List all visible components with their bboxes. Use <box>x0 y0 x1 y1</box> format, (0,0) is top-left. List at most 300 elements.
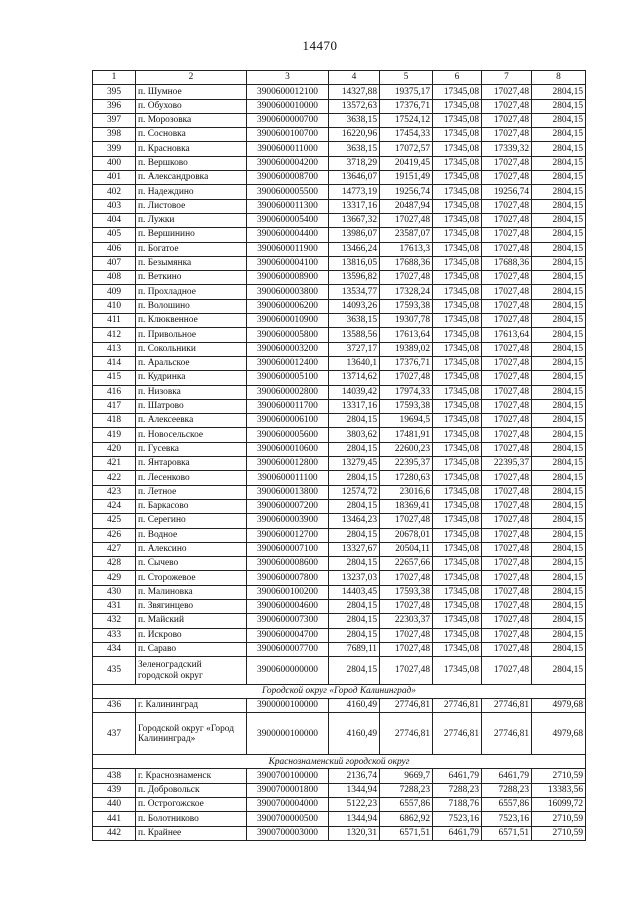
cell-name: п. Морозовка <box>136 113 247 127</box>
cell-name: п. Сторожевое <box>136 571 247 585</box>
cell-c5: 22657,66 <box>380 557 433 571</box>
cell-name: п. Новосельское <box>136 428 247 442</box>
cell-c8: 2804,15 <box>532 485 586 499</box>
cell-c4: 2804,15 <box>329 414 380 428</box>
cell-name: п. Шумное <box>136 85 247 99</box>
cell-code: 3900600005800 <box>247 328 329 342</box>
cell-name: п. Баркасово <box>136 499 247 513</box>
cell-c4: 14093,26 <box>329 299 380 313</box>
cell-c5: 17593,38 <box>380 299 433 313</box>
cell-c4: 2804,15 <box>329 557 380 571</box>
cell-name: п. Привольное <box>136 328 247 342</box>
cell-c5: 17376,71 <box>380 99 433 113</box>
header-cell: 6 <box>433 71 482 85</box>
cell-c8: 2804,15 <box>532 314 586 328</box>
cell-c7: 17027,48 <box>482 542 532 556</box>
page-number: 14470 <box>302 38 338 53</box>
cell-c5: 20419,45 <box>380 156 433 170</box>
cell-code: 3900700100000 <box>247 769 329 783</box>
cell-code: 3900600004400 <box>247 228 329 242</box>
cell-c4: 7689,11 <box>329 642 380 656</box>
table-row <box>93 557 586 571</box>
table-row <box>93 428 586 442</box>
table-header-row <box>93 71 586 85</box>
table-row <box>93 769 586 783</box>
cell-c8: 13383,56 <box>532 783 586 797</box>
cell-c5: 17027,48 <box>380 599 433 613</box>
cell-c8: 2804,15 <box>532 614 586 628</box>
cell-name: п. Сосновка <box>136 128 247 142</box>
cell-c4: 13572,63 <box>329 99 380 113</box>
table-row <box>93 499 586 513</box>
cell-c7: 17027,48 <box>482 99 532 113</box>
cell-n: 399 <box>93 142 136 156</box>
cell-c6: 17345,08 <box>433 385 482 399</box>
cell-c5: 23016,6 <box>380 485 433 499</box>
cell-c8: 2804,15 <box>532 99 586 113</box>
cell-name: г. Калининград <box>136 699 247 713</box>
table-row <box>93 442 586 456</box>
cell-c7: 17027,48 <box>482 113 532 127</box>
cell-c6: 7523,16 <box>433 812 482 826</box>
cell-c5: 17027,48 <box>380 628 433 642</box>
cell-c4: 4160,49 <box>329 699 380 713</box>
cell-n: 395 <box>93 85 136 99</box>
table-row <box>93 185 586 199</box>
cell-c7: 17613,64 <box>482 328 532 342</box>
cell-c7: 17027,48 <box>482 628 532 642</box>
cell-code: 3900600008600 <box>247 557 329 571</box>
cell-n: 398 <box>93 128 136 142</box>
cell-c6: 17345,08 <box>433 485 482 499</box>
cell-c7: 17027,48 <box>482 199 532 213</box>
cell-c7: 17027,48 <box>482 557 532 571</box>
cell-c4: 13317,16 <box>329 199 380 213</box>
table-row <box>93 356 586 370</box>
header-cell: 8 <box>532 71 586 85</box>
cell-n: 434 <box>93 642 136 656</box>
cell-code: 3900600005400 <box>247 213 329 227</box>
cell-code: 3900600012800 <box>247 457 329 471</box>
cell-c7: 17027,48 <box>482 285 532 299</box>
cell-name: п. Лужки <box>136 213 247 227</box>
cell-c4: 1344,94 <box>329 783 380 797</box>
cell-c6: 17345,08 <box>433 171 482 185</box>
cell-c7: 17027,48 <box>482 428 532 442</box>
cell-c6: 7288,23 <box>433 783 482 797</box>
cell-c6: 17345,08 <box>433 614 482 628</box>
cell-code: 3900600011300 <box>247 199 329 213</box>
cell-code: 3900600004600 <box>247 599 329 613</box>
cell-code: 3900600007700 <box>247 642 329 656</box>
cell-code: 3900600007300 <box>247 614 329 628</box>
cell-c7: 17027,48 <box>482 614 532 628</box>
cell-code: 3900000100000 <box>247 713 329 755</box>
cell-c4: 13714,62 <box>329 371 380 385</box>
cell-c4: 3803,62 <box>329 428 380 442</box>
cell-c8: 4979,68 <box>532 699 586 713</box>
table-row <box>93 85 586 99</box>
cell-c7: 7288,23 <box>482 783 532 797</box>
cell-c6: 17345,08 <box>433 242 482 256</box>
cell-c7: 22395,37 <box>482 457 532 471</box>
cell-c4: 3638,15 <box>329 113 380 127</box>
cell-c5: 17613,3 <box>380 242 433 256</box>
cell-c6: 17345,08 <box>433 514 482 528</box>
cell-c5: 17481,91 <box>380 428 433 442</box>
cell-name: п. Обухово <box>136 99 247 113</box>
cell-c4: 1344,94 <box>329 812 380 826</box>
cell-name: п. Гусевка <box>136 442 247 456</box>
cell-name: п. Алексеевка <box>136 414 247 428</box>
cell-name: п. Сокольники <box>136 342 247 356</box>
cell-code: 3900700004000 <box>247 798 329 812</box>
cell-c7: 17027,48 <box>482 171 532 185</box>
cell-n: 404 <box>93 213 136 227</box>
cell-name: п. Веткино <box>136 271 247 285</box>
cell-c8: 2804,15 <box>532 213 586 227</box>
cell-c8: 2804,15 <box>532 328 586 342</box>
cell-code: 3900600003200 <box>247 342 329 356</box>
cell-code: 3900600008700 <box>247 171 329 185</box>
cell-c5: 6862,92 <box>380 812 433 826</box>
cell-n: 441 <box>93 812 136 826</box>
cell-n: 431 <box>93 599 136 613</box>
cell-n: 409 <box>93 285 136 299</box>
cell-c5: 6571,51 <box>380 826 433 840</box>
cell-name: п. Малиновка <box>136 585 247 599</box>
table-row <box>93 199 586 213</box>
cell-c6: 27746,81 <box>433 699 482 713</box>
cell-c8: 2804,15 <box>532 514 586 528</box>
cell-c4: 14039,42 <box>329 385 380 399</box>
cell-n: 402 <box>93 185 136 199</box>
table-row <box>93 385 586 399</box>
cell-c4: 2804,15 <box>329 528 380 542</box>
table-row <box>93 713 586 755</box>
cell-name: п. Александровка <box>136 171 247 185</box>
header-cell: 4 <box>329 71 380 85</box>
cell-c6: 17345,08 <box>433 342 482 356</box>
cell-c5: 19256,74 <box>380 185 433 199</box>
cell-code: 3900000100000 <box>247 699 329 713</box>
cell-c4: 2804,15 <box>329 442 380 456</box>
cell-c7: 17027,48 <box>482 85 532 99</box>
cell-name: п. Волошино <box>136 299 247 313</box>
cell-c8: 2804,15 <box>532 571 586 585</box>
cell-n: 426 <box>93 528 136 542</box>
cell-c8: 2804,15 <box>532 271 586 285</box>
cell-name: п. Вершково <box>136 156 247 170</box>
cell-name: п. Сарaво <box>136 642 247 656</box>
cell-name: п. Надеждино <box>136 185 247 199</box>
cell-c5: 17974,33 <box>380 385 433 399</box>
cell-c5: 17593,38 <box>380 585 433 599</box>
cell-c5: 17613,64 <box>380 328 433 342</box>
cell-code: 3900600007200 <box>247 499 329 513</box>
table-row <box>93 571 586 585</box>
cell-c6: 17345,08 <box>433 657 482 685</box>
cell-n: 436 <box>93 699 136 713</box>
cell-code: 3900600012100 <box>247 85 329 99</box>
cell-n: 413 <box>93 342 136 356</box>
cell-name: п. Клюквенное <box>136 314 247 328</box>
cell-c8: 2804,15 <box>532 457 586 471</box>
cell-c7: 27746,81 <box>482 699 532 713</box>
cell-c7: 17027,48 <box>482 342 532 356</box>
cell-c8: 2804,15 <box>532 414 586 428</box>
table-row <box>93 171 586 185</box>
cell-n: 411 <box>93 314 136 328</box>
cell-c7: 17027,48 <box>482 442 532 456</box>
table-row <box>93 628 586 642</box>
cell-c4: 2804,15 <box>329 471 380 485</box>
cell-c7: 6557,86 <box>482 798 532 812</box>
cell-c5: 22303,37 <box>380 614 433 628</box>
table-row <box>93 812 586 826</box>
cell-c5: 22600,23 <box>380 442 433 456</box>
cell-n: 432 <box>93 614 136 628</box>
header-cell: 5 <box>380 71 433 85</box>
cell-c7: 17688,36 <box>482 256 532 270</box>
cell-c7: 17027,48 <box>482 599 532 613</box>
cell-c5: 17688,36 <box>380 256 433 270</box>
cell-c8: 2804,15 <box>532 156 586 170</box>
cell-c7: 17027,48 <box>482 228 532 242</box>
cell-c8: 2710,59 <box>532 826 586 840</box>
cell-c8: 2804,15 <box>532 171 586 185</box>
cell-c8: 2804,15 <box>532 85 586 99</box>
cell-c8: 2804,15 <box>532 142 586 156</box>
cell-n: 423 <box>93 485 136 499</box>
cell-c5: 6557,86 <box>380 798 433 812</box>
cell-code: 3900600010600 <box>247 442 329 456</box>
cell-c7: 17027,48 <box>482 371 532 385</box>
table-row <box>93 213 586 227</box>
cell-code: 3900600007100 <box>247 542 329 556</box>
cell-c7: 17027,48 <box>482 299 532 313</box>
section-row <box>93 755 586 769</box>
cell-c7: 17027,48 <box>482 571 532 585</box>
cell-c6: 17345,08 <box>433 356 482 370</box>
cell-c7: 19256,74 <box>482 185 532 199</box>
cell-c7: 17027,48 <box>482 242 532 256</box>
cell-c4: 13667,32 <box>329 213 380 227</box>
cell-code: 3900600005500 <box>247 185 329 199</box>
cell-c5: 17027,48 <box>380 271 433 285</box>
cell-c4: 13816,05 <box>329 256 380 270</box>
cell-c6: 17345,08 <box>433 85 482 99</box>
cell-c8: 2710,59 <box>532 812 586 826</box>
cell-c7: 17027,48 <box>482 156 532 170</box>
cell-c8: 2804,15 <box>532 442 586 456</box>
cell-c6: 17345,08 <box>433 642 482 656</box>
cell-n: 416 <box>93 385 136 399</box>
cell-n: 439 <box>93 783 136 797</box>
cell-c7: 6461,79 <box>482 769 532 783</box>
cell-c5: 22395,37 <box>380 457 433 471</box>
cell-c8: 2804,15 <box>532 113 586 127</box>
cell-code: 3900600011100 <box>247 471 329 485</box>
table-row <box>93 299 586 313</box>
cell-c4: 13986,07 <box>329 228 380 242</box>
cell-c5: 17376,71 <box>380 356 433 370</box>
cell-c4: 2804,15 <box>329 499 380 513</box>
cell-name: п. Звягинцево <box>136 599 247 613</box>
cell-c8: 2710,59 <box>532 769 586 783</box>
cell-c8: 2804,15 <box>532 542 586 556</box>
table-row <box>93 128 586 142</box>
section-title-kaliningrad: Городской округ «Город Калининград» <box>93 685 586 699</box>
cell-n: 410 <box>93 299 136 313</box>
cell-c8: 2804,15 <box>532 585 586 599</box>
cell-name: п. Болотниково <box>136 812 247 826</box>
cell-code: 3900600012700 <box>247 528 329 542</box>
cell-c6: 17345,08 <box>433 628 482 642</box>
cell-name: п. Кудринка <box>136 371 247 385</box>
cell-c5: 17027,48 <box>380 371 433 385</box>
cell-code: 3900600004200 <box>247 156 329 170</box>
cell-c6: 17345,08 <box>433 528 482 542</box>
cell-c6: 17345,08 <box>433 585 482 599</box>
cell-name: п. Прохладное <box>136 285 247 299</box>
cell-n: 396 <box>93 99 136 113</box>
cell-name: п. Богатое <box>136 242 247 256</box>
cell-c5: 17027,48 <box>380 514 433 528</box>
cell-c6: 6461,79 <box>433 826 482 840</box>
cell-c8: 2804,15 <box>532 356 586 370</box>
cell-code: 3900600012400 <box>247 356 329 370</box>
cell-c8: 2804,15 <box>532 628 586 642</box>
cell-c4: 4160,49 <box>329 713 380 755</box>
cell-c8: 2804,15 <box>532 128 586 142</box>
cell-n: 397 <box>93 113 136 127</box>
cell-c5: 17027,48 <box>380 571 433 585</box>
cell-c8: 2804,15 <box>532 342 586 356</box>
cell-c8: 2804,15 <box>532 642 586 656</box>
cell-code: 3900600011900 <box>247 242 329 256</box>
cell-name: п. Летное <box>136 485 247 499</box>
cell-c8: 2804,15 <box>532 228 586 242</box>
cell-c7: 17027,48 <box>482 485 532 499</box>
table-row <box>93 542 586 556</box>
cell-c6: 17345,08 <box>433 371 482 385</box>
cell-c6: 17345,08 <box>433 128 482 142</box>
cell-n: 422 <box>93 471 136 485</box>
cell-code: 3900600005100 <box>247 371 329 385</box>
cell-c4: 3718,29 <box>329 156 380 170</box>
cell-c7: 17027,48 <box>482 128 532 142</box>
cell-c5: 17328,24 <box>380 285 433 299</box>
cell-c5: 19375,17 <box>380 85 433 99</box>
table-row <box>93 371 586 385</box>
cell-c5: 7288,23 <box>380 783 433 797</box>
cell-c4: 13534,77 <box>329 285 380 299</box>
cell-c6: 17345,08 <box>433 499 482 513</box>
cell-code: 3900600006100 <box>247 414 329 428</box>
cell-c6: 17345,08 <box>433 442 482 456</box>
cell-n: 403 <box>93 199 136 213</box>
cell-n: 415 <box>93 371 136 385</box>
cell-n: 400 <box>93 156 136 170</box>
cell-c4: 13588,56 <box>329 328 380 342</box>
table-row <box>93 414 586 428</box>
cell-c8: 2804,15 <box>532 242 586 256</box>
cell-n: 438 <box>93 769 136 783</box>
cell-c4: 3638,15 <box>329 314 380 328</box>
cell-c4: 13237,03 <box>329 571 380 585</box>
cell-c6: 17345,08 <box>433 328 482 342</box>
table-row <box>93 228 586 242</box>
cell-c5: 17027,48 <box>380 657 433 685</box>
cell-code: 3900600003800 <box>247 285 329 299</box>
cell-c5: 20504,11 <box>380 542 433 556</box>
cell-code: 3900600100700 <box>247 128 329 142</box>
cell-n: 420 <box>93 442 136 456</box>
table-row <box>93 113 586 127</box>
cell-code: 3900600004100 <box>247 256 329 270</box>
cell-c5: 20678,01 <box>380 528 433 542</box>
cell-name: п. Шатрово <box>136 399 247 413</box>
cell-c8: 2804,15 <box>532 471 586 485</box>
table-row <box>93 242 586 256</box>
cell-name: г. Краснознаменск <box>136 769 247 783</box>
cell-c8: 2804,15 <box>532 299 586 313</box>
section-title-krasnoznamensk: Краснознаменский городской округ <box>93 755 586 769</box>
cell-c5: 17593,38 <box>380 399 433 413</box>
cell-c8: 2804,15 <box>532 599 586 613</box>
table-row <box>93 99 586 113</box>
cell-n: 418 <box>93 414 136 428</box>
cell-c6: 17345,08 <box>433 228 482 242</box>
cell-c4: 12574,72 <box>329 485 380 499</box>
cell-c7: 17027,48 <box>482 314 532 328</box>
cell-c7: 27746,81 <box>482 713 532 755</box>
cell-c6: 17345,08 <box>433 414 482 428</box>
cell-c5: 19694,5 <box>380 414 433 428</box>
cell-n: 433 <box>93 628 136 642</box>
cell-name: п. Аральское <box>136 356 247 370</box>
table-row <box>93 798 586 812</box>
cell-c6: 17345,08 <box>433 542 482 556</box>
cell-c5: 17454,33 <box>380 128 433 142</box>
cell-c8: 2804,15 <box>532 199 586 213</box>
cell-c7: 17027,48 <box>482 213 532 227</box>
cell-code: 3900600008900 <box>247 271 329 285</box>
cell-c6: 17345,08 <box>433 557 482 571</box>
table-row <box>93 642 586 656</box>
cell-c6: 17345,08 <box>433 571 482 585</box>
cell-c4: 13279,45 <box>329 457 380 471</box>
cell-code: 3900600002800 <box>247 385 329 399</box>
cell-c4: 1320,31 <box>329 826 380 840</box>
cell-c7: 17027,48 <box>482 385 532 399</box>
cell-name: п. Красновка <box>136 142 247 156</box>
cell-code: 3900600100200 <box>247 585 329 599</box>
cell-name: п. Вершинино <box>136 228 247 242</box>
cell-c6: 17345,08 <box>433 471 482 485</box>
cell-c7: 17027,48 <box>482 657 532 685</box>
cell-c6: 17345,08 <box>433 99 482 113</box>
cell-code: 3900600004700 <box>247 628 329 642</box>
cell-code: 3900600006200 <box>247 299 329 313</box>
cell-c8: 2804,15 <box>532 185 586 199</box>
cell-c8: 4979,68 <box>532 713 586 755</box>
cell-c7: 17027,48 <box>482 528 532 542</box>
cell-c8: 16099,72 <box>532 798 586 812</box>
cell-name: Городской округ «Город Калининград» <box>136 713 247 755</box>
cell-c6: 17345,08 <box>433 256 482 270</box>
